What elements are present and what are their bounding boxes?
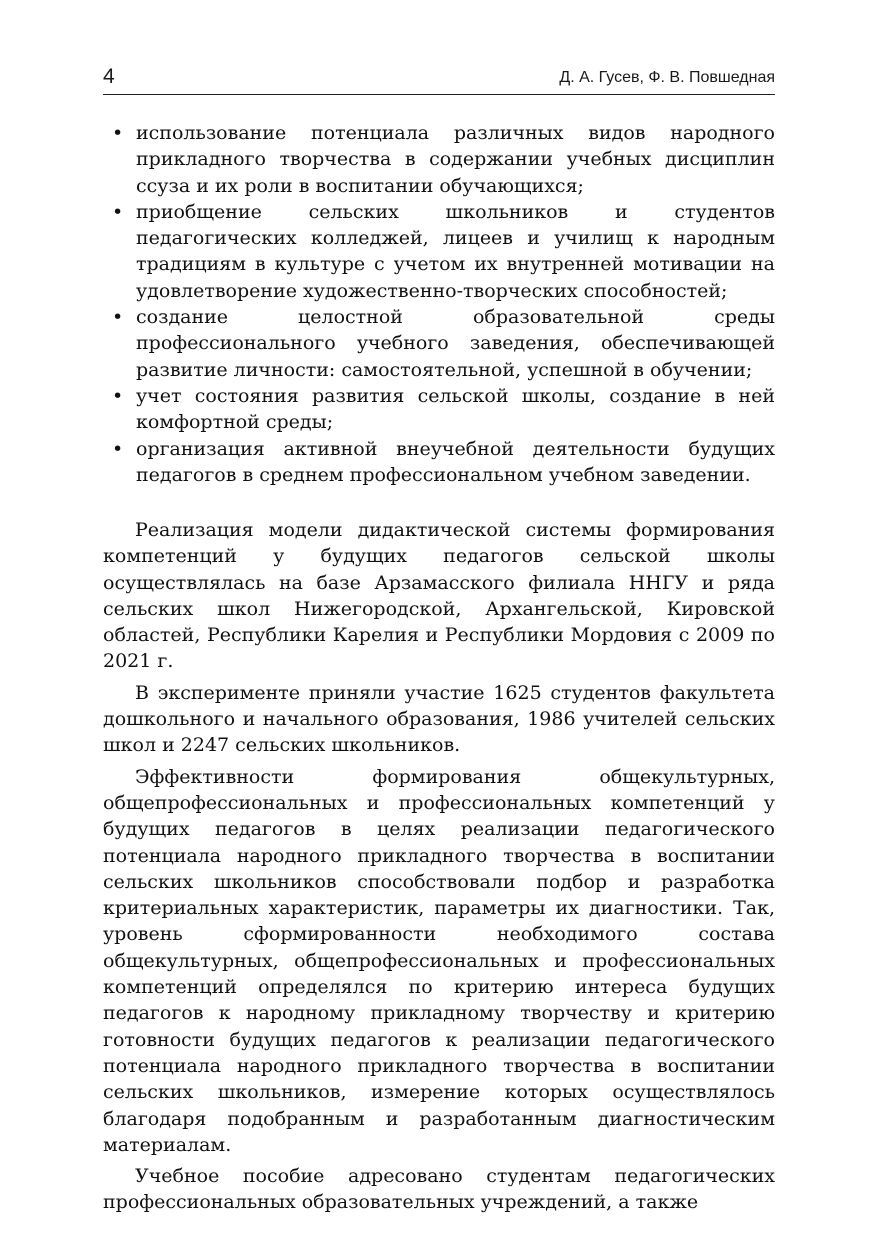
page-number: 4 [103, 65, 115, 88]
bullet-item [112, 436, 775, 489]
paragraph-experiment-participants: В эксперименте приняли участие 1625 студентов факультета дошкольного и начального образования, 1986 учителей сельских школ и 2247 сельских школьников. [103, 681, 775, 757]
bullet-text: учет состояния развития сельской школы, создание в ней комфортной среды; [136, 384, 775, 434]
bullet-icon: • [112, 384, 124, 407]
bullet-item [112, 304, 775, 383]
bullet-text: создание целостной образовательной среды профессионального учебного заведения, обеспечивающей развитие личности: самостоятельной, успешной в обучении; [136, 306, 775, 381]
paragraph-audience: Учебное пособие адресовано студентам педагогических профессиональных образовательных учреждений, а также [103, 1165, 775, 1214]
bullet-icon: • [112, 122, 124, 144]
bullet-list [112, 120, 775, 488]
bullet-text: приобщение сельских школьников и студентов педагогических колледжей, лицеев и училищ к народным традициям в культуре с учетом их внутренней мотивации на удовлетворение художественно-творческих способностей; [136, 200, 775, 302]
bullet-icon: • [112, 306, 124, 329]
bullet-icon: • [112, 437, 124, 460]
page-header [103, 64, 775, 94]
running-head-authors: Д. А. Гусев, Ф. В. Повшедная [559, 69, 775, 86]
bullet-text: использование потенциала различных видов народного прикладного творчества в содержании учебных дисциплин ссуза и их роли в воспитании обучающихся; [136, 122, 775, 197]
paragraph-model-implementation: Реализация модели дидактической системы формирования компетенций у будущих педагогов сельской школы осуществлялась на базе Арзамасского филиала ННГУ и ряда сельских школ Нижегородской, Архангельской, Кировской областей, Республики Карелия и Республики Мордовия с 2009 по 2021 г. [103, 519, 775, 673]
body-paragraphs [103, 517, 775, 1221]
header-divider [103, 94, 775, 95]
bullet-text: организация активной внеучебной деятельности будущих педагогов в среднем профессиональном учебном заведении. [136, 437, 775, 486]
bullet-item [112, 199, 775, 304]
bullet-icon: • [112, 200, 124, 223]
paragraph-competence-effectiveness: Эффективности формирования общекультурных, общепрофессиональных и профессиональных компетенций у будущих педагогов в целях реализации педагогического потенциала народного прикладного творчества в воспитании сельских школьников способствовали подбор и разработка критериальных характеристик, параметры их диагностики. Так, уровень сформированности необходимого состава общекультурных, общепрофессиональных и профессиональных компетенций определялся по критерию интереса будущих педагогов к народному прикладному творчеству и критерию готовности будущих педагогов к реализации педагогического потенциала народного прикладного творчества в воспитании сельских школьников, измерение которых осуществлялось благодаря подобранным и разработанным диагностическим материалам. [103, 765, 775, 1156]
bullet-item [112, 383, 775, 436]
bullet-item [112, 120, 775, 199]
